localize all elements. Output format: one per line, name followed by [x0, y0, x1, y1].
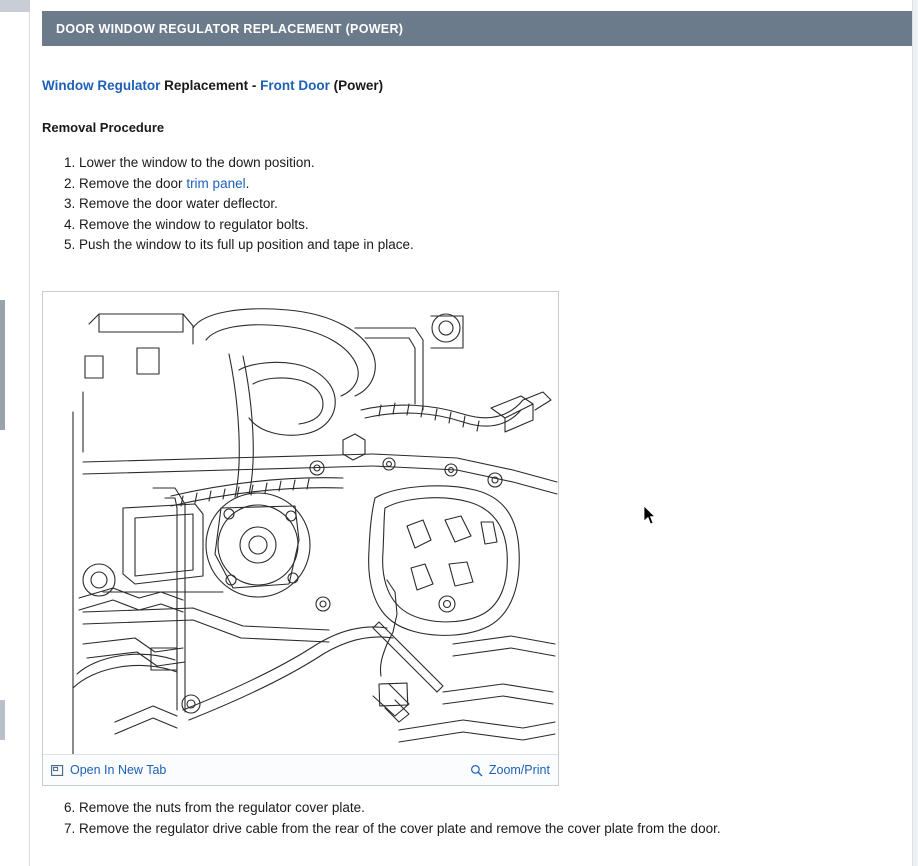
list-item [79, 174, 414, 194]
magnifier-icon [470, 764, 483, 777]
page-title-mid: Replacement - [160, 78, 261, 93]
list-item [79, 153, 414, 173]
gutter-scroll-marker[interactable] [0, 300, 5, 430]
open-in-new-tab-label: Open In New Tab [70, 763, 167, 777]
list-item [79, 235, 414, 255]
page-title-link-window-regulator[interactable]: Window Regulator [42, 78, 161, 93]
step-text: Lower the window to the down position. [79, 155, 315, 170]
step-text: Push the window to its full up position and tape in place. [79, 237, 414, 252]
step-link-trim-panel[interactable]: trim panel [186, 175, 246, 191]
document-content-area [31, 8, 912, 866]
right-scrollbar-track[interactable] [912, 0, 918, 866]
step-text: Remove the nuts from the regulator cover plate. [79, 800, 365, 815]
list-item [79, 194, 414, 214]
top-edge-spacer [30, 0, 918, 8]
procedure-steps-second [45, 798, 721, 839]
figure-toolbar [43, 754, 558, 785]
gutter-strip-top [0, 0, 30, 12]
section-header-bar [42, 11, 912, 46]
step-text: Remove the regulator drive cable from the rear of the cover plate and remove the cover plate from the door. [79, 820, 721, 836]
gutter-strip-lower [0, 700, 5, 740]
page-title-link-front-door[interactable]: Front Door [260, 78, 330, 93]
zoom-print-label: Zoom/Print [488, 763, 550, 777]
list-item [79, 215, 414, 235]
step-text: Remove the door [79, 175, 187, 191]
left-window-gutter [0, 0, 30, 866]
open-in-new-tab-button[interactable] [51, 763, 166, 777]
subheading-removal-procedure: Removal Procedure [42, 120, 165, 135]
figure-image[interactable] [43, 292, 558, 754]
step-text-after: . [245, 175, 250, 191]
open-in-new-tab-icon [51, 764, 64, 777]
page-title [42, 78, 383, 93]
figure-container [42, 291, 559, 786]
zoom-print-button[interactable] [470, 763, 550, 777]
section-header-title: DOOR WINDOW REGULATOR REPLACEMENT (POWER) [56, 21, 404, 36]
list-item [79, 819, 721, 839]
step-text: Remove the door water deflector. [79, 196, 278, 211]
page-title-tail: (Power) [329, 78, 384, 93]
procedure-steps-first [45, 153, 414, 256]
list-item [79, 798, 721, 818]
step-text: Remove the window to regulator bolts. [79, 216, 309, 232]
